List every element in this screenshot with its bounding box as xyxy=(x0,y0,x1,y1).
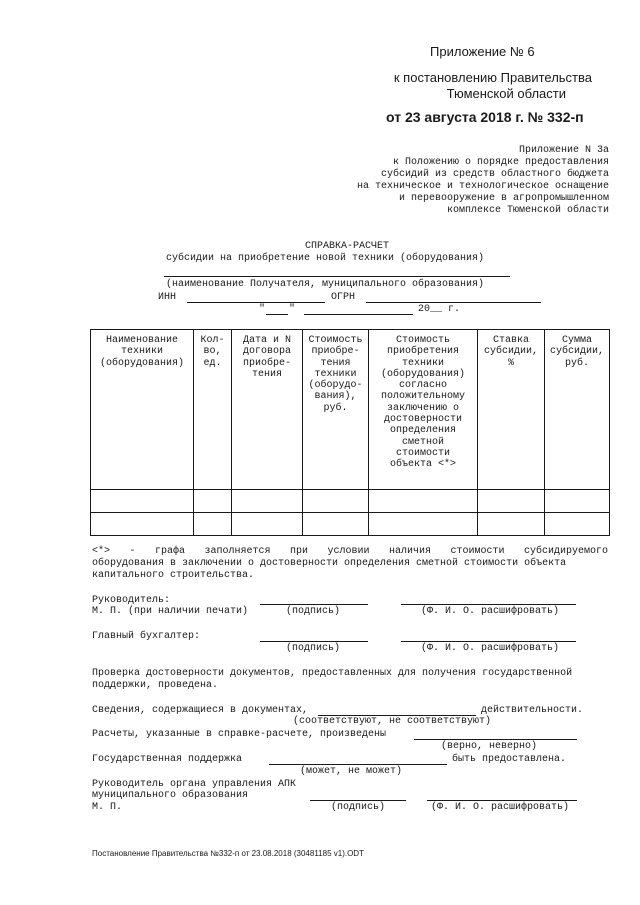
accountant-signature-caption: (подпись) xyxy=(286,643,341,654)
col-header-rate: Ставка субсидии, % xyxy=(478,330,545,490)
authority-stamp: М. П. xyxy=(92,802,123,813)
verification-line-2: поддержки, проведена. xyxy=(92,680,219,691)
table-cell[interactable] xyxy=(369,513,478,536)
info-text-end: действительности. xyxy=(481,705,584,716)
appendix-line-2: к Положению о порядке предоставления xyxy=(392,157,609,168)
table-cell[interactable] xyxy=(91,513,194,536)
appendix-line-5: и перевооружение в агропромышленном xyxy=(398,193,609,204)
table-cell[interactable] xyxy=(478,513,545,536)
table-cell[interactable] xyxy=(232,490,303,513)
table-cell[interactable] xyxy=(303,490,369,513)
info-text-start: Сведения, содержащиеся в документах, xyxy=(92,705,309,716)
recipient-name-line[interactable] xyxy=(164,276,510,277)
accountant-label: Главный бухгалтер: xyxy=(92,631,201,642)
authority-name-line[interactable] xyxy=(427,800,577,801)
appendix-line-3: субсидий из средств областного бюджета xyxy=(380,169,609,180)
header-resolution-line: к постановлению Правительства xyxy=(393,70,592,85)
col-header-cost: Стоимость приобре- тения техники (оборудо- вания), руб. xyxy=(303,330,369,490)
authority-name-caption: (Ф. И. О. расшифровать) xyxy=(431,802,570,813)
verification-line-1: Проверка достоверности документов, предоставленных для получения государственной xyxy=(92,668,573,679)
inn-field[interactable] xyxy=(187,302,325,303)
table-cell[interactable] xyxy=(194,490,232,513)
table-cell[interactable] xyxy=(478,490,545,513)
inn-label: ИНН xyxy=(158,292,177,303)
table-cell[interactable] xyxy=(232,513,303,536)
col-header-amount: Сумма субсидии, руб. xyxy=(545,330,610,490)
head-label: Руководитель: xyxy=(92,595,171,606)
calc-caption: (верно, неверно) xyxy=(441,741,538,752)
authority-line-1: Руководитель органа управления АПК xyxy=(92,779,297,790)
recipient-caption: (наименование Получателя, муниципального образования) xyxy=(166,279,485,290)
col-header-approved-cost: Стоимость приобретения техники (оборудования) согласно положительному заключению о достоверности определения сметной стоимости объекта <*> xyxy=(369,330,478,490)
footnote-line-1: <*> - графа заполняется при условии наличия стоимости субсидируемого xyxy=(92,546,608,557)
table-cell[interactable] xyxy=(545,490,610,513)
table-row xyxy=(91,490,610,513)
support-decision-field[interactable] xyxy=(269,764,447,765)
footnote-line-2: оборудования в заключении о достоверности определения сметной стоимости объекта xyxy=(92,558,567,569)
accountant-name-caption: (Ф. И. О. расшифровать) xyxy=(421,643,560,654)
date-month-field[interactable] xyxy=(304,314,413,315)
date-quote-open: " xyxy=(259,304,266,315)
table-cell[interactable] xyxy=(545,513,610,536)
header-appendix-number: Приложение № 6 xyxy=(430,44,535,59)
table-cell[interactable] xyxy=(303,513,369,536)
calc-text: Расчеты, указанные в справке-расчете, произведены xyxy=(92,729,387,740)
header-date-number: от 23 августа 2018 г. № 332-п xyxy=(386,109,584,125)
support-text-start: Государственная поддержка xyxy=(92,754,243,765)
ogrn-field[interactable] xyxy=(366,302,541,303)
document-subtitle: субсидии на приобретение новой техники (оборудования) xyxy=(166,253,485,264)
table-cell[interactable] xyxy=(194,513,232,536)
info-caption: (соответствуют, не соответствуют) xyxy=(293,716,492,727)
date-year: 20__ г. xyxy=(418,304,461,315)
authority-line-2: муниципального образования xyxy=(92,790,249,801)
appendix-line-6: комплексе Тюменской области xyxy=(446,205,609,216)
support-text-end: быть предоставлена. xyxy=(452,754,567,765)
accountant-signature-line[interactable] xyxy=(260,641,368,642)
footnote-line-3: капитального строительства. xyxy=(92,570,255,581)
authority-signature-caption: (подпись) xyxy=(331,802,386,813)
header-region-line: Тюменской области xyxy=(446,86,566,101)
appendix-line-4: на техническое и технологическое оснащение xyxy=(356,181,609,192)
table-cell[interactable] xyxy=(91,490,194,513)
head-name-caption: (Ф. И. О. расшифровать) xyxy=(421,606,560,617)
head-signature-line[interactable] xyxy=(260,604,368,605)
date-quote-close: " xyxy=(289,304,296,315)
calculation-table xyxy=(90,329,610,536)
appendix-line-1: Приложение N 3а xyxy=(518,145,609,156)
col-header-name: Наименование техники (оборудования) xyxy=(91,330,194,490)
authority-signature-line[interactable] xyxy=(310,800,406,801)
col-header-quantity: Кол- во, ед. xyxy=(194,330,232,490)
calc-correctness-field[interactable] xyxy=(414,739,577,740)
stamp-label: М. П. (при наличии печати) xyxy=(92,606,249,617)
head-signature-caption: (подпись) xyxy=(286,606,341,617)
accountant-name-line[interactable] xyxy=(401,641,576,642)
table-row xyxy=(91,513,610,536)
date-day-field[interactable] xyxy=(266,314,288,315)
col-header-contract: Дата и N договора приобре- тения xyxy=(232,330,303,490)
support-caption: (может, не может) xyxy=(300,766,403,777)
ogrn-label: ОГРН xyxy=(331,292,356,303)
table-header-row xyxy=(91,330,610,490)
head-name-line[interactable] xyxy=(401,604,576,605)
document-footer: Постановление Правительства №332-п от 23.08.2018 (30481185 v1).ODT xyxy=(92,849,364,858)
table-cell[interactable] xyxy=(369,490,478,513)
document-title: СПРАВКА-РАСЧЕТ xyxy=(305,241,390,252)
